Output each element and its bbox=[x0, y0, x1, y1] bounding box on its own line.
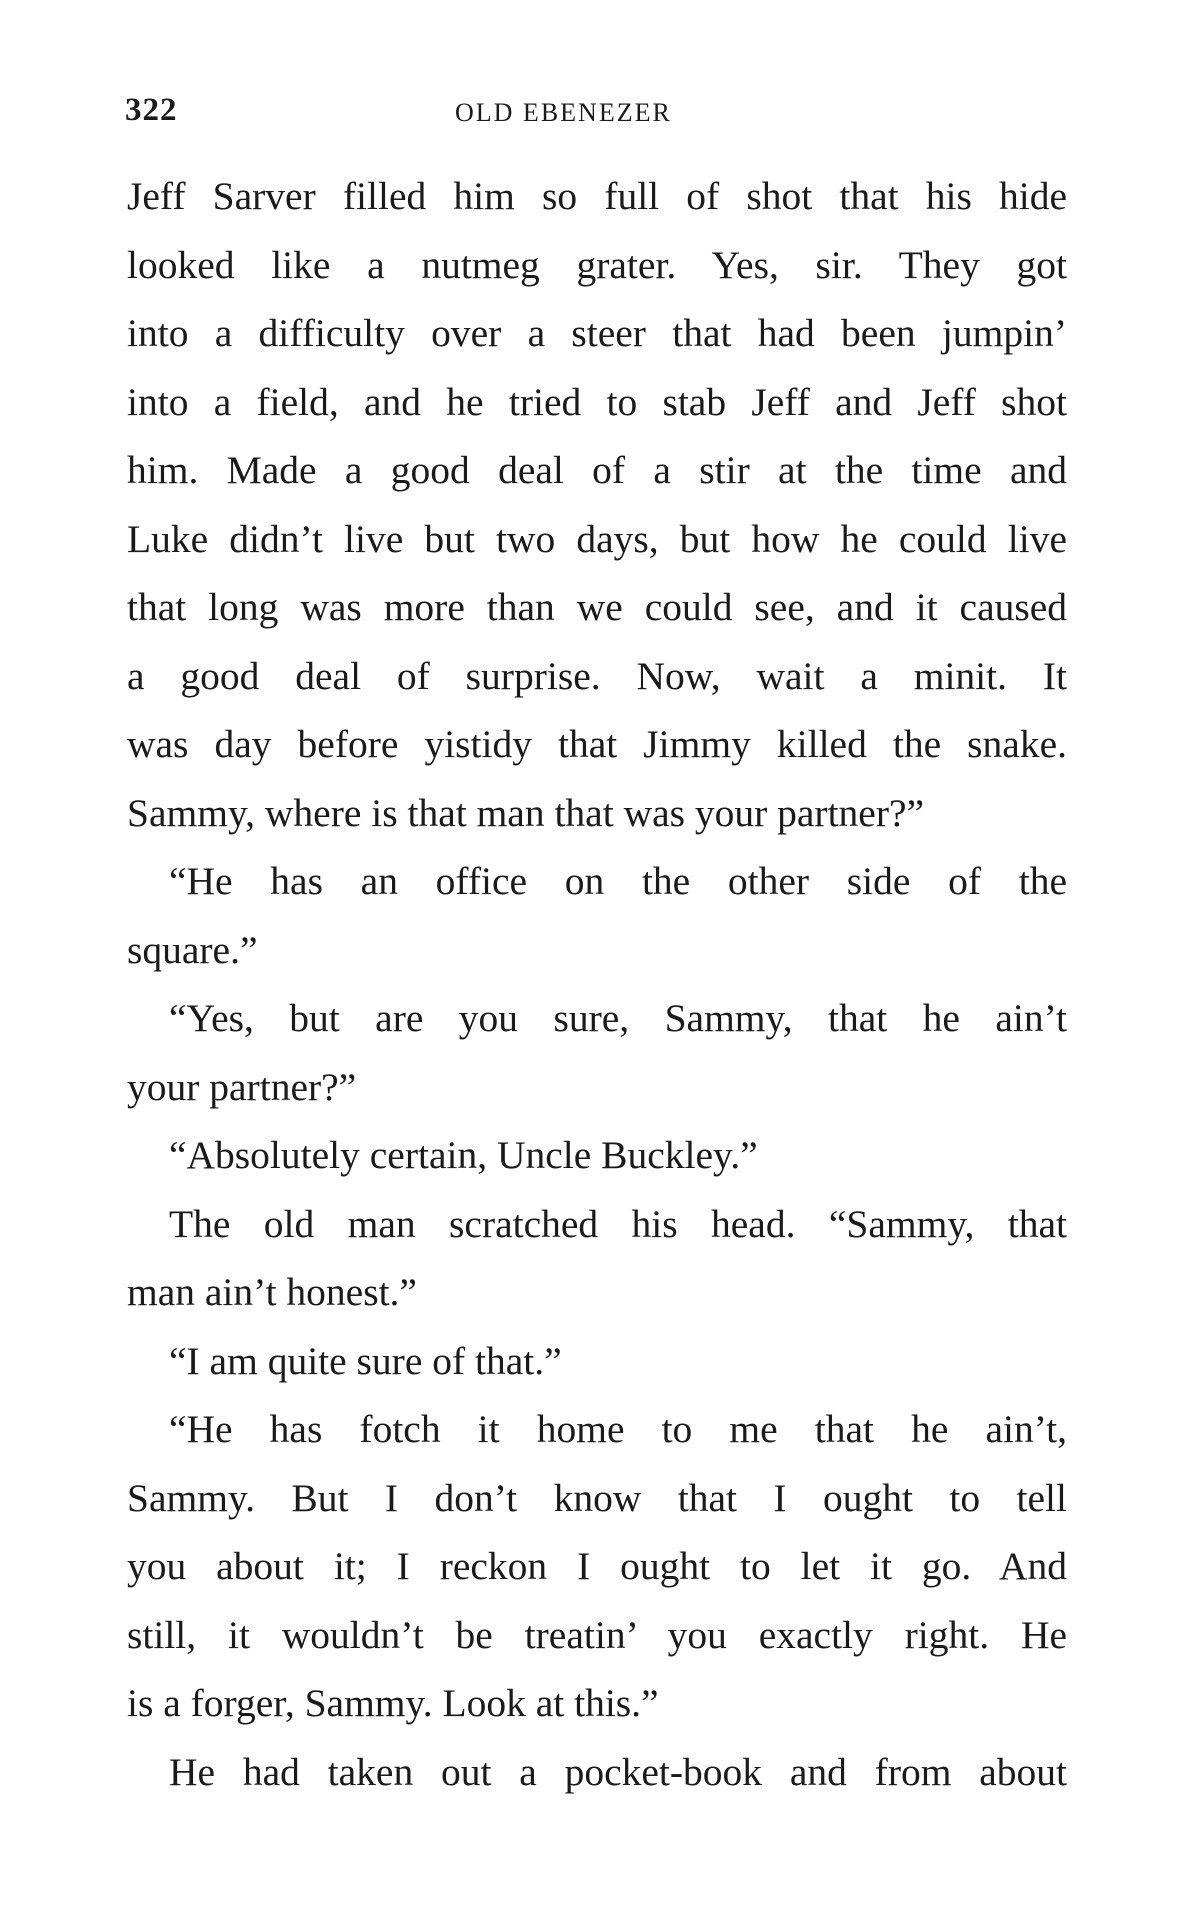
text-line: “He has fotch it home to me that he ain’t, bbox=[169, 1407, 1067, 1451]
text-line: “He has an office on the other side of the bbox=[169, 859, 1067, 903]
text-line: into a difficulty over a steer that had been jumpin’ bbox=[127, 311, 1067, 355]
text-line: square.” bbox=[127, 927, 258, 972]
text-line: that long was more than we could see, and it caused bbox=[127, 585, 1067, 629]
text-line: man ain’t honest.” bbox=[127, 1270, 417, 1314]
text-line: him. Made a good deal of a stir at the time and bbox=[127, 448, 1067, 492]
text-line: still, it wouldn’t be treatin’ you exactly right. He bbox=[127, 1612, 1067, 1657]
text-line: Sammy. But I don’t know that I ought to tell bbox=[127, 1475, 1067, 1520]
text-line: Luke didn’t live but two days, but how he could live bbox=[127, 516, 1067, 561]
text-line: a good deal of surprise. Now, wait a minit. It bbox=[127, 653, 1067, 698]
text-line: “Absolutely certain, Uncle Buckley.” bbox=[169, 1133, 758, 1177]
page-number: 322 bbox=[125, 92, 178, 128]
body-text bbox=[127, 162, 1067, 1806]
text-line: looked like a nutmeg grater. Yes, sir. They got bbox=[127, 242, 1067, 287]
text-line: Sammy, where is that man that was your partner?” bbox=[127, 790, 925, 835]
text-line: your partner?” bbox=[127, 1064, 357, 1109]
text-line: into a field, and he tried to stab Jeff and Jeff shot bbox=[127, 379, 1067, 424]
text-line: “I am quite sure of that.” bbox=[169, 1338, 562, 1383]
text-line: is a forger, Sammy. Look at this.” bbox=[127, 1681, 659, 1725]
text-line: was day before yistidy that Jimmy killed the snake. bbox=[127, 722, 1067, 766]
text-line: Jeff Sarver filled him so full of shot that his hide bbox=[127, 174, 1067, 218]
text-line: He had taken out a pocket-book and from about bbox=[169, 1749, 1067, 1794]
text-line: “Yes, but are you sure, Sammy, that he ain’t bbox=[169, 996, 1067, 1040]
text-line: The old man scratched his head. “Sammy, that bbox=[169, 1201, 1067, 1246]
running-head: OLD EBENEZER bbox=[455, 98, 672, 127]
text-line: you about it; I reckon I ought to let it go. And bbox=[127, 1544, 1067, 1588]
page-header bbox=[125, 92, 1070, 142]
